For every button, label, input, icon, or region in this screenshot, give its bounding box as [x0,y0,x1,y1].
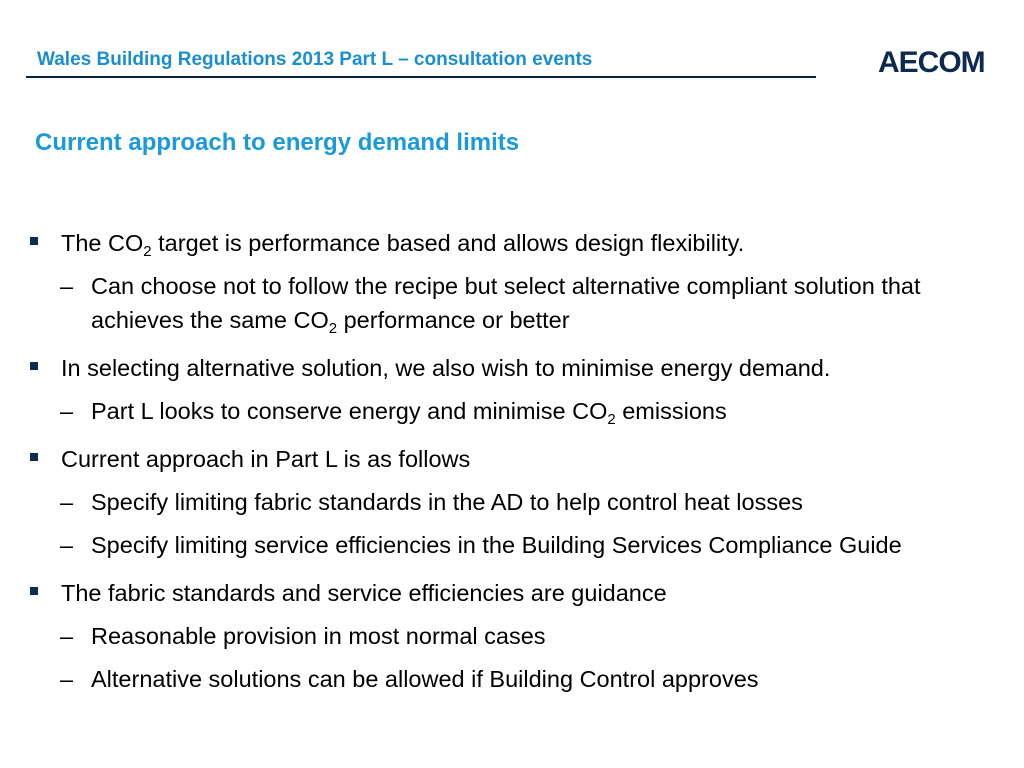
bullet-item [30,442,1005,476]
sub-bullet-item [30,394,1005,428]
header-title: Wales Building Regulations 2013 Part L – consultation events [37,49,593,70]
sub-bullet-item [30,485,1005,519]
sub-bullet-text: Specify limiting fabric standards in the AD to help control heat losses [91,489,803,515]
dash-bullet-icon: – [60,532,74,558]
aecom-logo: AECOM [878,46,985,79]
sub-bullet-text: Part L looks to conserve energy and minimise $CO_2$ emissions [91,398,727,428]
square-bullet-icon [30,237,38,245]
square-bullet-icon [30,453,38,461]
sub-bullet-item [30,662,1005,696]
sub-bullet-text: Reasonable provision in most normal cases [91,623,546,649]
dash-bullet-icon: – [60,623,74,649]
bullet-item [30,576,1005,610]
bullet-text: The $CO_2$ target is performance based and allows design flexibility. [61,230,745,260]
bullet-item [30,226,1005,260]
dash-bullet-icon: – [60,398,74,424]
dash-bullet-icon: – [60,666,74,692]
sub-bullet-text: Alternative solutions can be allowed if Building Control approves [91,666,759,692]
sub-bullet-text: Can choose not to follow the recipe but select alternative compliant solution that achieves the same $CO_2$ performance or better [91,273,921,337]
dash-bullet-icon: – [60,273,74,299]
square-bullet-icon [30,587,38,595]
sub-bullet-item [30,528,1005,562]
bullet-text: Current approach in Part L is as follows [61,446,471,472]
bullet-text: The fabric standards and service efficiencies are guidance [61,580,667,606]
dash-bullet-icon: – [60,489,74,515]
sub-bullet-item [30,269,1005,337]
sub-bullet-text: Specify limiting service efficiencies in the Building Services Compliance Guide [91,532,902,558]
bullet-item [30,351,1005,385]
slide-title: Current approach to energy demand limits [35,129,520,156]
square-bullet-icon [30,362,38,370]
bullet-text: In selecting alternative solution, we also wish to minimise energy demand. [61,355,831,381]
sub-bullet-item [30,619,1005,653]
header-divider [26,76,816,78]
bullet-list [30,226,1005,696]
